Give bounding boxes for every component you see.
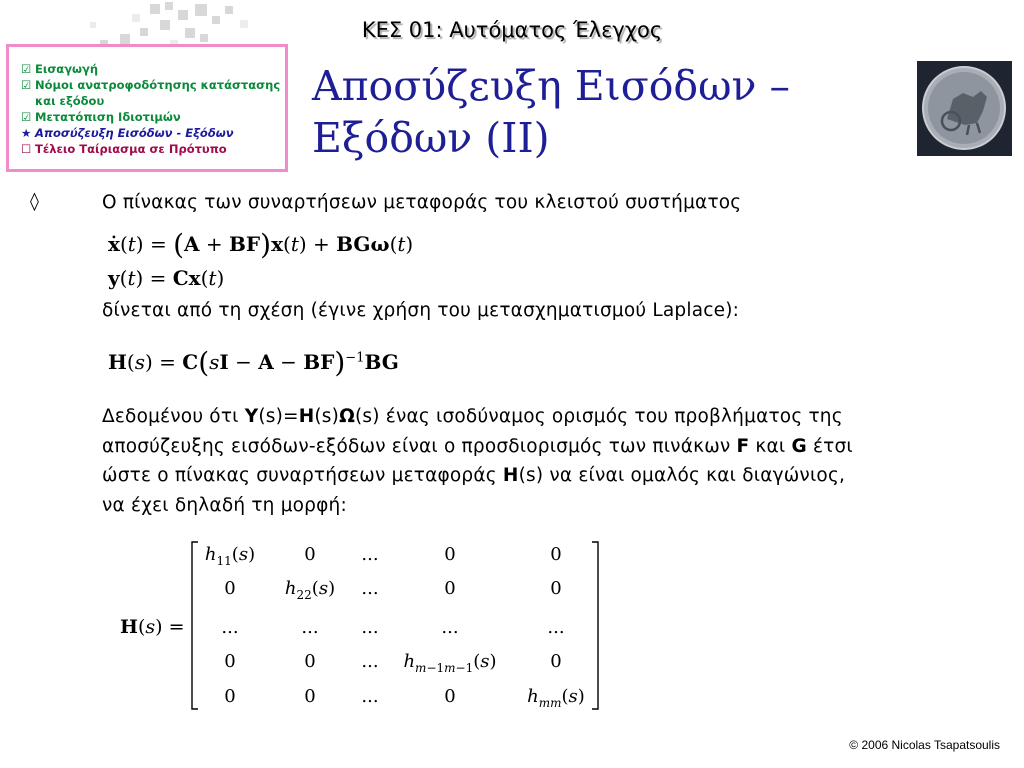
toc-item-model-matching[interactable]: ☐ Τέλειο Ταίριασμα σε Πρότυπο	[21, 142, 227, 156]
given-text: δίνεται από τη σχέση (έγινε χρήση του μετασχηματισμού Laplace):	[102, 300, 740, 321]
svg-text:0: 0	[550, 544, 562, 565]
svg-text:...: ...	[547, 617, 565, 638]
svg-text:...: ...	[441, 617, 459, 638]
checked-box-icon: ☑	[21, 110, 32, 124]
svg-text:...: ...	[301, 617, 319, 638]
toc-item-feedback-laws[interactable]: ☑ Νόμοι ανατροφοδότησης κατάστασης	[21, 78, 281, 92]
transfer-function-equation: H(s) = C(sI − A − BF)$^{-1}$BG	[108, 346, 399, 379]
svg-text:0: 0	[550, 578, 562, 599]
table-of-contents	[6, 44, 288, 172]
svg-text:...: ...	[361, 544, 379, 565]
svg-text:H(s) =: H(s) =	[120, 616, 185, 638]
intro-text: Ο πίνακας των συναρτήσεων μεταφοράς του κλειστού συστήματος	[102, 192, 742, 213]
slide-title: Αποσύζευξη Εισόδων – Εξόδων (ΙΙ)	[312, 62, 790, 162]
svg-text:0: 0	[304, 651, 316, 672]
svg-text:0: 0	[550, 651, 562, 672]
copyright-footer: © 2006 Nicolas Tsapatsoulis	[849, 738, 1000, 752]
toc-item-intro[interactable]: ☑ Εισαγωγή	[21, 62, 99, 76]
svg-text:0: 0	[444, 686, 456, 707]
star-icon: ★	[21, 126, 32, 140]
checked-box-icon: ☑	[21, 78, 32, 92]
svg-text:h11(s): $h_{11}(s)$	[204, 544, 256, 568]
svg-text:0: 0	[224, 686, 236, 707]
svg-text:hmm(s): $h_{mm}(s)$	[527, 686, 585, 710]
toc-item-feedback-laws-cont[interactable]: και εξόδου	[35, 94, 105, 108]
svg-text:h22(s): $h_{22}(s)$	[284, 578, 336, 602]
svg-text:0: 0	[304, 686, 316, 707]
diagonal-matrix-equation	[120, 536, 610, 716]
svg-text:0: 0	[444, 544, 456, 565]
svg-text:0: 0	[224, 651, 236, 672]
svg-text:...: ...	[361, 686, 379, 707]
course-title: ΚΕΣ 01: Αυτόματος Έλεγχος	[361, 18, 663, 42]
empty-box-icon: ☐	[21, 142, 32, 156]
svg-text:0: 0	[224, 578, 236, 599]
svg-text:...: ...	[361, 651, 379, 672]
svg-text:0: 0	[444, 578, 456, 599]
svg-text:0: 0	[304, 544, 316, 565]
svg-text:...: ...	[361, 617, 379, 638]
toc-item-decoupling[interactable]: ★ Αποσύζευξη Εισόδων - Εξόδων	[21, 126, 234, 140]
svg-text:...: ...	[361, 578, 379, 599]
toc-item-eigenvalue-shift[interactable]: ☑ Μετατόπιση Ιδιοτιμών	[21, 110, 181, 124]
svg-text:...: ...	[221, 617, 239, 638]
checked-box-icon: ☑	[21, 62, 32, 76]
state-equation: ẋ(t) = (A + BF)x(t) + BGω(t)	[108, 228, 414, 261]
definition-paragraph: Δεδομένου ότι Y(s)=H(s)Ω(s) ένας ισοδύναμος ορισμός του προβλήματος της αποσύζευξης εισόδων-εξόδων είναι ο προσδιορισμός των πινάκων F και G έτσι ώστε ο πίνακας συναρτήσεων μεταφοράς H(s) να είναι ομαλός και διαγώνιος, να έχει δηλαδή τη μορφή:	[102, 406, 853, 516]
output-equation: y(t) = Cx(t)	[108, 266, 225, 290]
ancient-coin-image	[917, 61, 1012, 156]
svg-text:hm−1m−1(s): $h_m-1m-1(s)$	[403, 651, 497, 675]
bullet-marker: ◊	[30, 191, 39, 212]
